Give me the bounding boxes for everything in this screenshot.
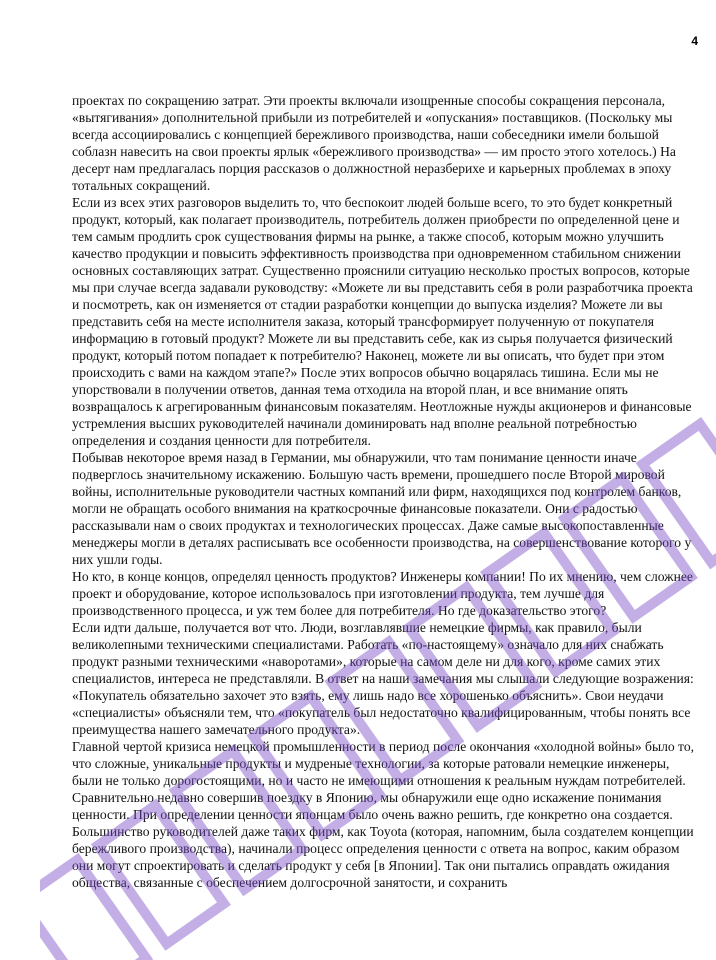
paragraph: Но кто, в конце концов, определял ценность продуктов? Инженеры компании! По их мнению, чем сложнее проект и оборудование, которое использовалось при изготовлении продукта, тем лучше для производственного процесса, и уж тем более для потребителя. Но где доказательство этого? — [72, 569, 693, 618]
paragraph: Главной чертой кризиса немецкой промышленности в период после окончания «холодной войны» было то, что сложные, уникальные продукты и мудреные технологии, за которые ратовали немецкие инженеры, были не только дорогостоящими, но и часто не имеющими отношения к реальным нуждам потребителей. — [72, 739, 695, 788]
document-body — [72, 92, 698, 891]
page-number: 4 — [691, 34, 698, 48]
paragraph: Побывав некоторое время назад в Германии, мы обнаружили, что там понимание ценности иначе подверглось значительному искажению. Большую часть времени, прошедшего после Второй мировой войны, исполнительные руководители частных компаний или фирм, находящихся под контролем банков, могли не обращать особого внимания на краткосрочные финансовые показатели. Они с радостью рассказывали нам о своих продуктах и технологических процессах. Даже самые высокопоставленные менеджеры могли в деталях расписывать все особенности производства, на совершенствование которого у них ушли годы. — [72, 450, 692, 567]
paragraph: проектах по сокращению затрат. Эти проекты включали изощренные способы сокращения персонала, «вытягивания» дополнительной прибыли из потребителей и «опускания» поставщиков. (Поскольку мы всегда ассоциировались с концепцией бережливого производства, наши собеседники имели большой соблазн навесить на свои проекты ярлык «бережливого производства» — им просто этого хотелось.) На десерт нам предлагалась порция рассказов о должностной неразберихе и карьерных проблемах в эпоху тотальных сокращений. — [72, 93, 676, 193]
paragraph: Сравнительно недавно совершив поездку в Японию, мы обнаружили еще одно искажение понимания ценности. При определении ценности японцам было очень важно решить, где конкретно она создается. Большинство руководителей даже таких фирм, как Toyota (которая, напомним, была создателем концепции бережливого производства), начинали процесс определения ценности с ответа на вопрос, каким образом они могут спроектировать и сделать продукт у себя [в Японии]. Так они пытались оправдать ожидания общества, связанные с обеспечением долгосрочной занятости, и сохранить — [72, 790, 694, 890]
paragraph: Если из всех этих разговоров выделить то, что беспокоит людей больше всего, то это будет конкретный продукт, который, как полагает производитель, потребитель должен приобрести по определенной цене и тем самым продлить срок существования фирмы на рынке, а также способ, которым можно улучшить качество продукции и повысить эффективность производства при одновременном стабильном снижении основных составляющих затрат. Существенно прояснили ситуацию несколько простых вопросов, которые мы при случае всегда задавали руководству: «Можете ли вы представить себя в роли разработчика проекта и посмотреть, как он изменяется от стадии разработки концепции до выпуска изделия? Можете ли вы представить себя на месте исполнителя заказа, который трансформирует полученную от покупателя информацию в готовый продукт? Можете ли вы представить себе, как из сырья получается физический продукт, который потом попадает к потребителю? Наконец, можете ли вы описать, что будет при этом происходить с вами на каждом этапе?» После этих вопросов обычно воцарялась тишина. Если мы не упорствовали в получении ответов, данная тема отходила на второй план, и все внимание опять возвращалось к агрегированным финансовым показателям. Неотложные нужды акционеров и финансовые устремления высших руководителей начинали доминировать над вполне реальной потребностью определения и создания ценности для потребителя. — [72, 195, 693, 448]
paragraph: Если идти дальше, получается вот что. Люди, возглавлявшие немецкие фирмы, как правило, были великолепными техническими специалистами. Работать «по-настоящему» означало для них снабжать продукт разными техническими «наворотами», которые на самом деле ни для кого, кроме самих этих специалистов, интереса не представляли. В ответ на наши замечания мы слышали следующие возражения: «Покупатель обязательно захочет это взять, ему лишь надо все хорошенько объяснить». Свои неудачи «специалисты» объясняли тем, что «покупатель был недостаточно квалифицированным, чтобы понять все преимущества нашего замечательного продукта». — [72, 620, 694, 737]
